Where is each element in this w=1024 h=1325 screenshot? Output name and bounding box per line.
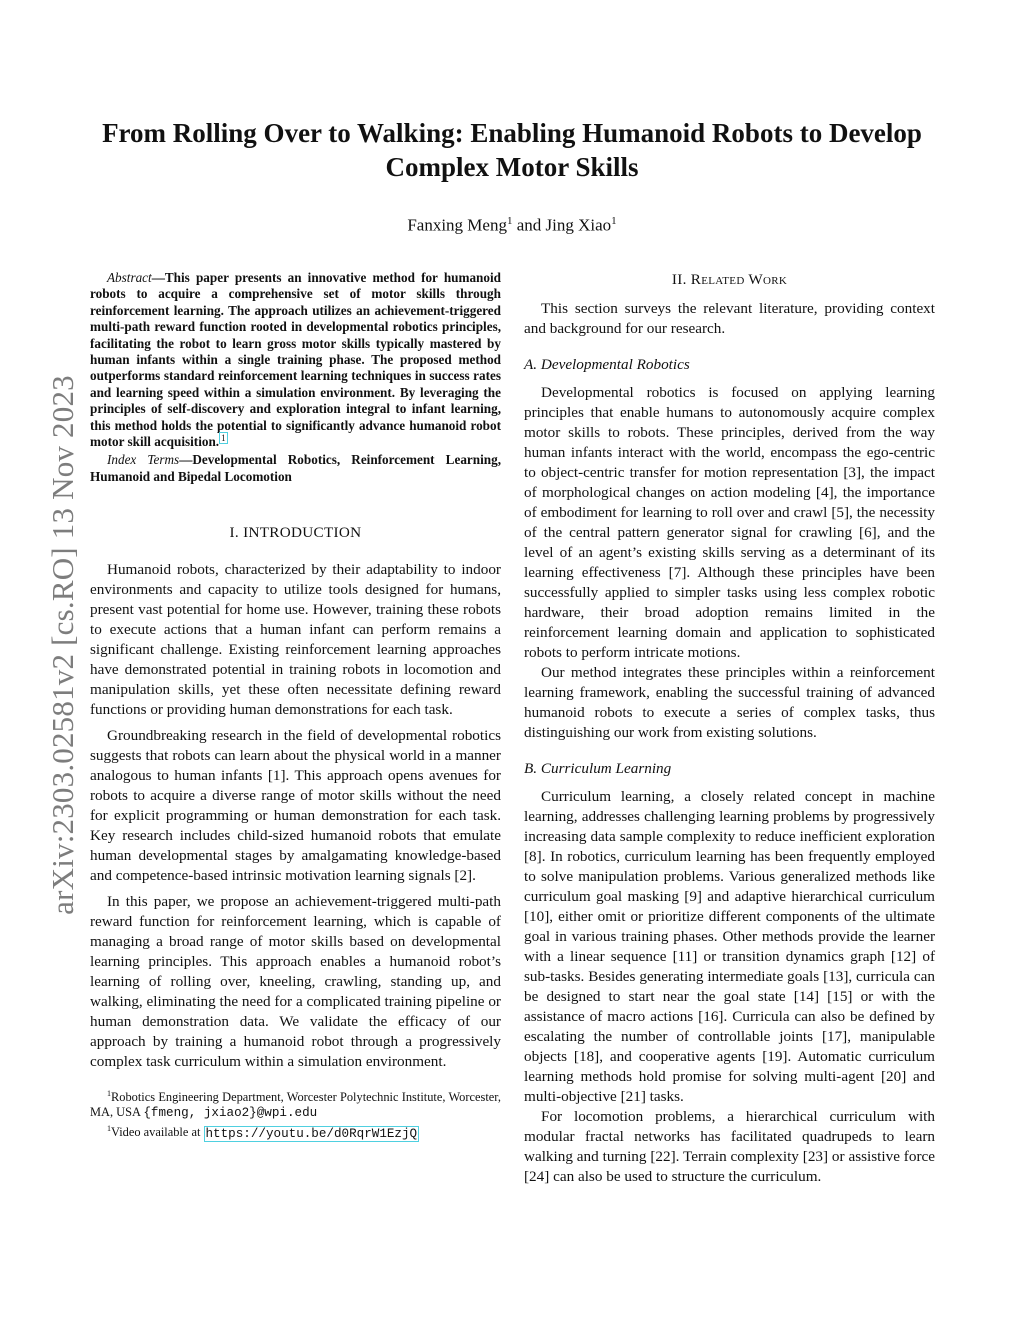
paper-title: From Rolling Over to Walking: Enabling Humanoid Robots to Develop Complex Motor Skills: [102, 118, 922, 182]
author-joiner: and: [512, 215, 546, 235]
intro-paragraph: In this paper, we propose an achievement-triggered multi-path reward function for reinforcement learning, which is capable of managing a broad range of motor skills based on developmental learning principles. This approach enables a humanoid robot’s learning of rolling over, kneeling, crawling, standing up, and walking, eliminating the need for a complicated training pipeline or human demonstration data. We validate the efficacy of our approach by training a humanoid robot through a progressively complex task curriculum within a simulation environment.: [90, 893, 501, 1071]
arxiv-identifier: arXiv:2303.02581v2 [cs.RO] 13 Nov 2023: [45, 375, 80, 915]
subsection-heading: B. Curriculum Learning: [524, 760, 672, 777]
abstract-label: Abstract: [107, 270, 152, 285]
related-paragraph: Curriculum learning, a closely related concept in machine learning, addresses challenging learning problems by progressively increasing data sample complexity to reduce inefficient exploration [8]. In robotics, curriculum learning has been frequently employed to solve manipulation problems. Various generalized methods like curriculum goal masking [9] and adaptive hierarchical curriculum [10], either omit or prioritize different components of the ultimate goal in various training phases. Other methods provide the learner with a linear sequence [11] or transition dynamics graph [12] of sub-tasks. Besides generating intermediate goals [13], curricula can be designed to start near the goal state [14] [15] or with the assistance of macro actions [16]. Curricula can also be defined by escalating the number of controllable joints [17], manipulable objects [18], and cooperative agents [19]. Automatic curriculum learning methods hold promise for solving multi-agent [20] and multi-objective [21] tasks.: [524, 788, 935, 1105]
footnote-link[interactable]: 1: [221, 432, 226, 443]
index-terms: [90, 452, 501, 485]
intro-paragraph: Groundbreaking research in the field of developmental robotics suggests that robots can learn about the physical world in a manner analogous to human infants [1]. This approach opens avenues for robots to acquire a diverse range of motor skills without the need for explicit programming or human demonstration for each task. Key research includes child-sized humanoid robots that emulate human developmental stages by amalgamating knowledge-based and competence-based intrinsic motivation learning signals [2].: [90, 727, 501, 885]
author-name: Jing Xiao: [545, 215, 612, 235]
subsection-heading: A. Developmental Robotics: [524, 356, 690, 373]
section-heading-introduction: I. INTRODUCTION: [229, 524, 362, 542]
footnotes: [90, 1086, 501, 1141]
abstract: [90, 270, 501, 450]
author-line: [80, 210, 944, 237]
video-link[interactable]: https://youtu.be/d0RqrW1EzjQ: [205, 1126, 418, 1141]
index-terms-dash: —: [179, 452, 193, 468]
index-terms-label: Index Terms: [107, 452, 180, 468]
intro-paragraph: Humanoid robots, characterized by their adaptability to indoor environments and capacity to utilize tools designed for humans, present vast potential for home use. However, training these robots to execute actions that a human infant can perform remains a significant challenge. Existing reinforcement learning approaches have demonstrated potential in training robots in locomotion and manipulation skills, yet these often necessitate defining reward functions or providing human demonstrations for each task.: [90, 561, 501, 719]
affiliation-marker: 1: [611, 215, 617, 227]
related-paragraph: Our method integrates these principles within a reinforcement learning framework, enabling the successful training of advanced humanoid robots to execute a series of complex tasks, thus distinguishing our work from existing solutions.: [524, 664, 935, 741]
right-column: [524, 270, 935, 1187]
affiliation-marker: 1: [506, 215, 513, 227]
left-column: [90, 270, 501, 1142]
footnote-affiliation: $^1$Robotics Engineering Department, Worcester Polytechnic Institute, Worcester, MA, USA {fmeng, jxiao2}@wpi.edu: [90, 1089, 501, 1121]
abstract-text: This paper presents an innovative method for humanoid robots to acquire a comprehensive set of motor skills through reinforcement learning. The approach utilizes an achievement-triggered multi-path reward function rooted in developmental robotics principles, facilitating the robot to learn gross motor skills typically mastered by human infants within a single training phase. The proposed method outperforms standard reinforcement learning techniques in success rates and learning speed within a simulation environment. By leveraging the principles of self-discovery and exploration integral to infant learning, this method holds the potential to significantly advance humanoid robot motor skill acquisition.: [90, 270, 501, 450]
index-terms-text: Developmental Robotics, Reinforcement Learning, Humanoid and Bipedal Locomotion: [90, 452, 501, 484]
related-paragraph: Developmental robotics is focused on applying learning principles that enable humans to autonomously acquire complex motor skills to robots. These principles, derived from the way human infants interact with the world, encompass the ego-centric to object-centric transfer for motion representation [3], the impact of morphological changes on action modeling [4], the importance of embodiment for learning to roll over and crawl [5], the necessity of the central pattern generator signal for crawling [6], and the level of an agent’s existing skills serving as a determinant of its learning effectiveness [7]. Although these principles have been successfully applied to simpler tasks using less complex robotic hardware, their broad adoption remains limited in the reinforcement learning domain and application to sophisticated robots to perform intricate motions.: [524, 384, 935, 661]
footnote-video: $^1$Video available at https://youtu.be/d0RqrW1EzjQ: [107, 1124, 418, 1141]
related-work-intro: This section surveys the relevant literature, providing context and background for our research.: [524, 300, 935, 337]
abstract-dash: —: [151, 270, 165, 285]
email-address: {fmeng, jxiao2}@wpi.edu: [143, 1106, 318, 1121]
related-paragraph: For locomotion problems, a hierarchical curriculum with modular fractal networks has facilitated quadrupeds to learn walking and turning [22]. Terrain complexity [23] or assistive force [24] can also be used to structure the curriculum.: [524, 1108, 935, 1185]
author-name: Fanxing Meng: [407, 215, 507, 235]
section-heading-related-work: II. Related Work: [671, 271, 788, 288]
